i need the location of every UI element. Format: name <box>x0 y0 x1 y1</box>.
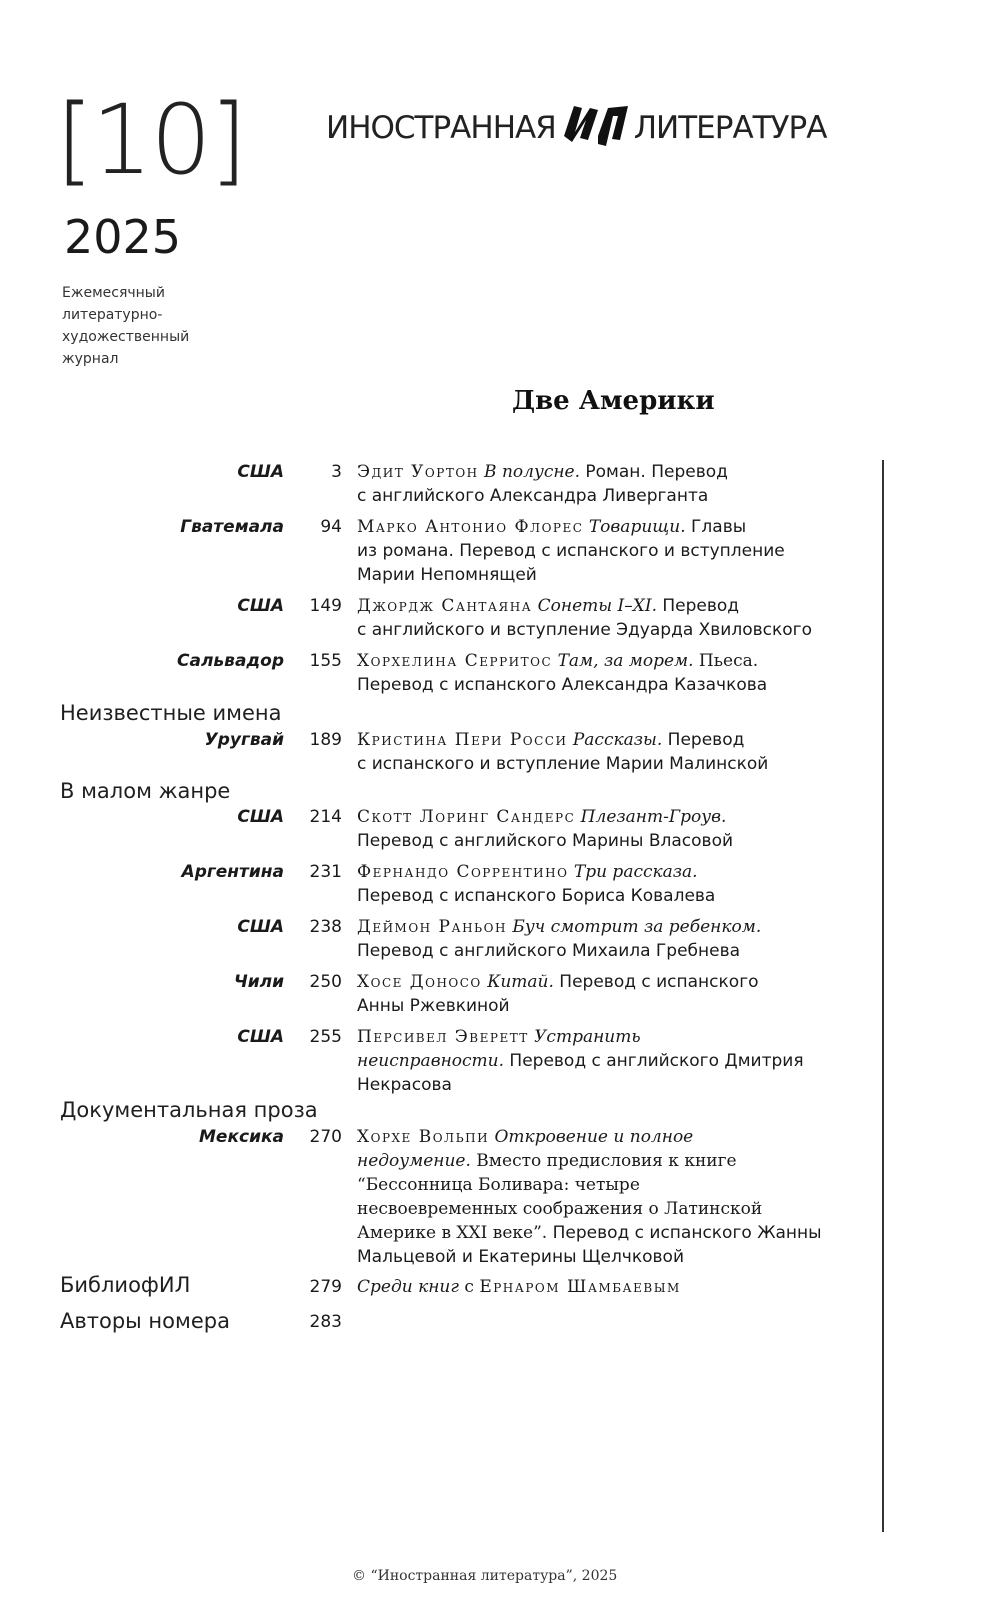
entry-line: несвоевременных соображения о Латинской <box>357 1199 763 1219</box>
entry-work: Плезант-Гроув. <box>580 807 727 827</box>
entry-text-tail: Перевод с испанского Жанны <box>547 1223 822 1243</box>
entry-page: 189 <box>309 730 342 750</box>
entry-text-rest: Главы <box>685 517 747 537</box>
entry-author: Марко Антонио Флорес <box>357 517 584 537</box>
entry-text <box>357 594 847 642</box>
entry-text <box>357 1275 847 1299</box>
entry-connector: с <box>458 1277 480 1297</box>
entry-line: Перевод с английского Марины Власовой <box>357 831 734 851</box>
entry-page: 270 <box>309 1127 342 1147</box>
entry-work-continued: недоумение. <box>357 1151 471 1171</box>
entry-work: Три рассказа. <box>573 862 698 882</box>
entry-text <box>357 1025 847 1097</box>
description-line: журнал <box>62 351 119 367</box>
entry-page: 94 <box>320 517 342 537</box>
entry-country: США <box>237 596 284 616</box>
entry-line: Мальцевой и Екатерины Щелчковой <box>357 1247 684 1267</box>
entry-country: США <box>237 1027 284 1047</box>
entry-line: Перевод с испанского Александра Казачкова <box>357 675 768 695</box>
masthead-left: ИНОСТРАННАЯ <box>326 110 556 146</box>
description-line: Ежемесячный <box>62 285 165 301</box>
entry-author: Хосе Доносо <box>357 972 482 992</box>
entry-line: с английского Александра Ливерганта <box>357 486 709 506</box>
entry-work-continued: неисправности. <box>357 1051 505 1071</box>
entry-work: Откровение и полное <box>494 1127 694 1147</box>
entry-page: 250 <box>309 972 342 992</box>
entry-author: Кристина Пери Росси <box>357 730 568 750</box>
entry-text <box>357 1125 847 1269</box>
entry-author: Хорхелина Серритос <box>357 651 553 671</box>
entry-text-rest: Роман. Перевод <box>580 462 728 482</box>
entry-line: с английского и вступление Эдуарда Хвиловского <box>357 620 812 640</box>
category-small-genre: В малом жанре <box>60 779 231 803</box>
entry-work: В полусне. <box>484 462 580 482</box>
description-line: литературно- <box>62 307 163 323</box>
entry-text-rest: Пьеса. <box>693 651 759 671</box>
entry-country: Мексика <box>199 1127 284 1147</box>
entry-author: Эдит Уортон <box>357 462 479 482</box>
entry-work: Устранить <box>534 1027 641 1047</box>
issue-number: [10] <box>56 84 246 196</box>
entry-author: Деймон Раньон <box>357 917 507 937</box>
entry-text-rest: Перевод <box>656 596 740 616</box>
description-line: художественный <box>62 329 190 345</box>
entry-work: Китай. <box>487 972 554 992</box>
entry-country: Гватемала <box>180 517 284 537</box>
issue-year: 2025 <box>64 210 182 264</box>
entry-country: США <box>237 462 284 482</box>
entry-text <box>357 515 847 587</box>
entry-country: Чили <box>233 972 284 992</box>
il-monogram-icon <box>558 96 632 160</box>
entry-work: Товарищи. <box>588 517 686 537</box>
entry-country: США <box>237 807 284 827</box>
entry-country: США <box>237 917 284 937</box>
entry-country: Аргентина <box>181 862 284 882</box>
category-unknown-names: Неизвестные имена <box>60 701 282 725</box>
entry-text-rest: Перевод с английского Дмитрия <box>504 1051 804 1071</box>
entry-line: Некрасова <box>357 1075 452 1095</box>
entry-text-rest: Перевод с испанского <box>553 972 759 992</box>
entry-page: 231 <box>309 862 342 882</box>
entry-work: Сонеты I–XI. <box>537 596 657 616</box>
entry-country: Уругвай <box>204 730 284 750</box>
entry-work: Буч смотрит за ребенком. <box>512 917 762 937</box>
entry-line: Марии Непомнящей <box>357 565 537 585</box>
entry-page: 283 <box>309 1312 342 1332</box>
entry-text <box>357 728 847 776</box>
entry-line: Америке в XXI веке”. <box>357 1223 548 1243</box>
entry-author: Скотт Лоринг Сандерс <box>357 807 576 827</box>
entry-page: 238 <box>309 917 342 937</box>
copyright-footer: © “Иностранная литература”, 2025 <box>352 1568 618 1584</box>
entry-text <box>357 805 847 853</box>
column-rule <box>882 460 884 1532</box>
entry-text-rest: Вместо предисловия к книге <box>470 1151 737 1171</box>
entry-page: 3 <box>331 462 342 482</box>
entry-line: “Бессонница Боливара: четыре <box>357 1175 640 1195</box>
entry-line: из романа. Перевод с испанского и вступление <box>357 541 785 561</box>
entry-text <box>357 649 847 697</box>
entry-text <box>357 860 847 908</box>
entry-country: Сальвадор <box>177 651 284 671</box>
entry-author: Джордж Сантаяна <box>357 596 533 616</box>
journal-description <box>62 282 189 370</box>
entry-work: Среди книг <box>357 1277 459 1297</box>
entry-page: 279 <box>309 1277 342 1297</box>
entry-line: Перевод с английского Михаила Гребнева <box>357 941 741 961</box>
section-title: Две Америки <box>512 386 715 416</box>
entry-work: Там, за морем. <box>557 651 694 671</box>
entry-page: 255 <box>309 1027 342 1047</box>
category-bibliofil: БиблиофИЛ <box>60 1273 191 1297</box>
entry-page: 149 <box>309 596 342 616</box>
entry-author: Персивел Эверетт <box>357 1027 529 1047</box>
entry-page: 214 <box>309 807 342 827</box>
entry-author: Ернаром Шамбаевым <box>479 1277 681 1297</box>
entry-work: Рассказы. <box>572 730 663 750</box>
entry-line: Перевод с испанского Бориса Ковалева <box>357 886 716 906</box>
category-documentary: Документальная проза <box>60 1098 318 1122</box>
category-authors: Авторы номера <box>60 1309 230 1333</box>
entry-page: 155 <box>309 651 342 671</box>
masthead-right: ЛИТЕРАТУРА <box>633 110 827 146</box>
entry-text <box>357 460 847 508</box>
entry-line: с испанского и вступление Марии Малинской <box>357 754 769 774</box>
entry-text <box>357 915 847 963</box>
entry-line: Анны Ржевкиной <box>357 996 510 1016</box>
entry-author: Хорхе Вольпи <box>357 1127 490 1147</box>
entry-text <box>357 970 847 1018</box>
entry-text-rest: Перевод <box>662 730 745 750</box>
entry-author: Фернандо Соррентино <box>357 862 569 882</box>
masthead <box>326 98 846 158</box>
